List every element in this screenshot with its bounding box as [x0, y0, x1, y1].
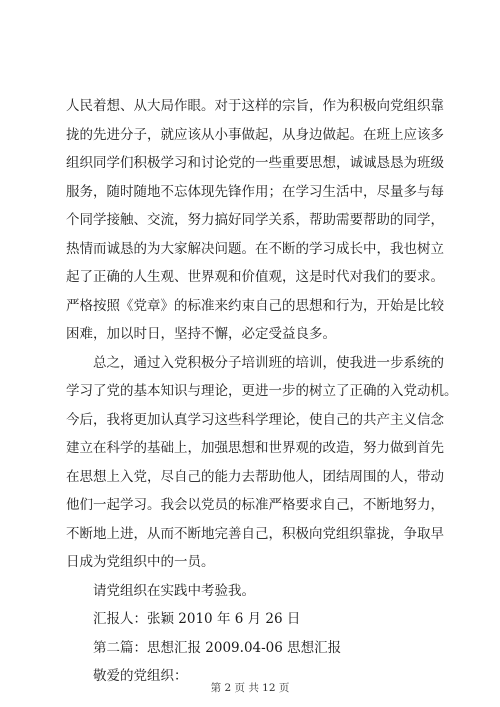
text-line: 不断地上进，从而不断地完善自己，积极向党组织靠拢，争取早: [66, 525, 444, 542]
page-footer: 第 2 页 共 12 页: [210, 682, 290, 694]
text-line: 建立在科学的基础上，加强思想和世界观的改造，努力做到首先: [66, 440, 444, 456]
text-line: 个同学接触、交流，努力搞好同学关系，帮助需要帮助的同学，: [66, 212, 444, 228]
text-line: 汇报人：张颖 2010 年 6 月 26 日: [93, 611, 301, 627]
text-line: 热情而诚恳的为大家解决问题。在不断的学习成长中，我也树立: [66, 240, 444, 257]
text-line: 起了正确的人生观、世界观和价值观，这是时代对我们的要求。: [66, 269, 444, 285]
text-line: 严格按照《党章》的标准来约束自己的思想和行为，开始是比较: [66, 297, 444, 314]
text-line: 在思想上入党，尽自己的能力去帮助他人，团结周围的人，带动: [66, 468, 444, 485]
text-line: 敬爱的党组织：: [93, 668, 188, 684]
text-line: 学习了党的基本知识与理论，更进一步的树立了正确的入党动机。: [66, 383, 458, 399]
text-line: 今后，我将更加认真学习这些科学理论，使自己的共产主义信念: [66, 411, 444, 428]
text-line: 困难，加以时日，坚持不懈，必定受益良多。: [66, 326, 336, 342]
text-line: 组织同学们积极学习和讨论党的一些重要思想，诚诚恳恳为班级: [66, 155, 444, 171]
text-line: 服务，随时随地不忘体现先锋作用；在学习生活中，尽量多与每: [66, 183, 444, 200]
text-line: 拢的先进分子，就应该从小事做起，从身边做起。在班上应该多: [66, 126, 444, 143]
text-line: 日成为党组织中的一员。: [66, 554, 215, 570]
text-line: 总之，通过入党积极分子培训班的培训，使我进一步系统的: [93, 354, 444, 371]
document-body: [66, 92, 458, 691]
text-line: 请党组织在实践中考验我。: [93, 582, 255, 599]
text-line: 他们一起学习。我会以党员的标准严格要求自己，不断地努力，: [66, 497, 444, 513]
text-line: 人民着想、从大局作眼。对于这样的宗旨，作为积极向党组织靠: [66, 98, 444, 114]
text-line: 第二篇：思想汇报 2009.04-06 思想汇报: [93, 639, 342, 656]
